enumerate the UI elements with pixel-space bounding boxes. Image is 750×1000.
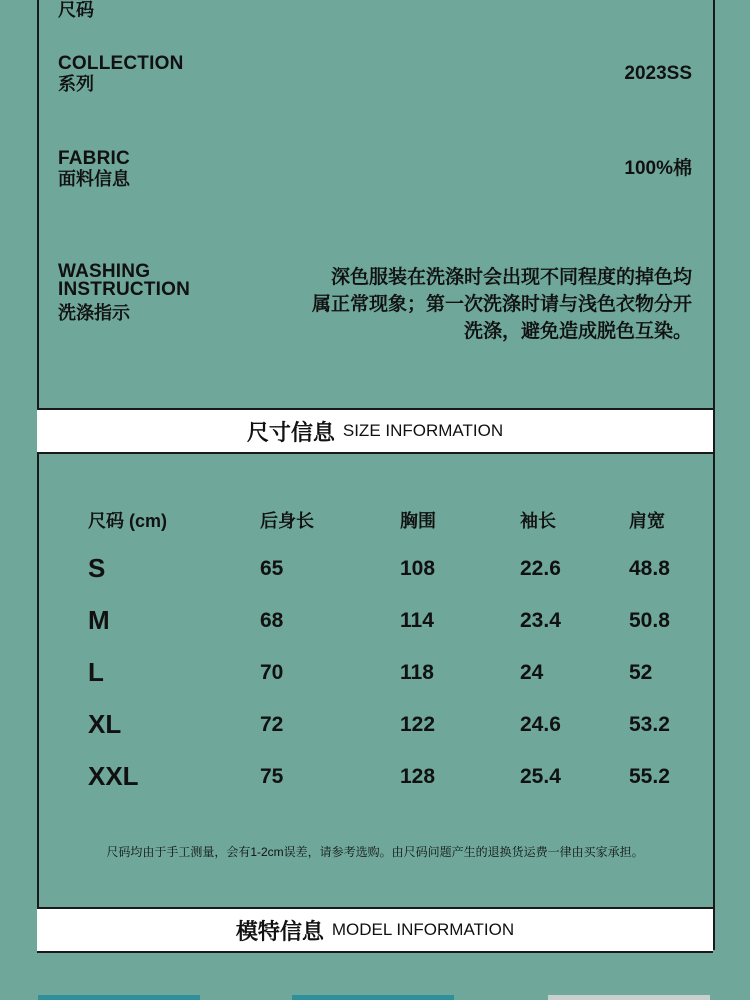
size-info-title-cn: 尺寸信息 [246, 419, 335, 445]
cropped-image-strip [548, 995, 710, 1000]
table-cell: 70 [260, 661, 284, 684]
table-header-size: 尺码 (cm) [88, 511, 168, 531]
table-cell: 55.2 [629, 765, 670, 788]
table-row-size: XL [88, 709, 122, 739]
table-cell: 108 [400, 557, 436, 580]
cropped-image-strip [38, 995, 200, 1000]
table-cell: 24.6 [520, 713, 561, 736]
fabric-label-cn: 面料信息 [58, 169, 130, 189]
table-cell: 72 [260, 713, 284, 736]
table-cell: 53.2 [629, 713, 670, 736]
table-cell: 25.4 [520, 765, 561, 788]
fabric-value: 100%棉 [624, 158, 692, 179]
table-row-size: S [88, 553, 106, 583]
table-cell: 52 [629, 661, 653, 684]
table-cell: 22.6 [520, 557, 561, 580]
washing-label-en-2: INSTRUCTION [58, 279, 191, 300]
washing-line-3: 洗涤，避免造成脱色互染。 [463, 321, 692, 342]
size-info-title-en: SIZE INFORMATION [342, 421, 504, 440]
fabric-label-en: FABRIC [58, 148, 130, 169]
size-info-header [37, 408, 713, 454]
model-info-title-en: MODEL INFORMATION [331, 920, 515, 939]
washing-label-cn: 洗涤指示 [58, 303, 130, 323]
table-cell: 50.8 [629, 609, 670, 632]
washing-label-en-1: WASHING [58, 261, 151, 282]
table-cell: 114 [400, 609, 434, 632]
table-row-size: M [88, 605, 110, 635]
table-header-sleeve: 袖长 [520, 511, 556, 531]
table-cell: 48.8 [629, 557, 670, 580]
table-cell: 75 [260, 765, 284, 788]
cropped-image-strip [292, 995, 454, 1000]
size-top-label: 尺码 [58, 0, 94, 20]
collection-label-cn: 系列 [58, 74, 94, 94]
table-cell: 24 [520, 661, 544, 684]
table-header-chest: 胸围 [400, 511, 436, 531]
washing-line-1: 深色服装在洗涤时会出现不同程度的掉色均 [330, 267, 692, 288]
model-info-title-cn: 模特信息 [235, 918, 324, 944]
model-info-header [37, 907, 713, 953]
table-cell: 65 [260, 557, 284, 580]
table-header-shoulder: 肩宽 [629, 511, 665, 531]
table-row-size: XXL [88, 761, 139, 791]
table-row-size: L [88, 657, 104, 687]
table-header-back-length: 后身长 [260, 511, 314, 531]
size-disclaimer-note: 尺码均由于手工测量，会有1-2cm误差，请参考选购。由尺码问题产生的退换货运费一律由买家承担。 [106, 845, 644, 859]
collection-label-en: COLLECTION [58, 53, 184, 74]
page-frame [37, 0, 715, 950]
table-cell: 68 [260, 609, 284, 632]
table-cell: 118 [400, 661, 434, 684]
table-cell: 128 [400, 765, 436, 788]
washing-line-2: 属正常现象；第一次洗涤时请与浅色衣物分开 [311, 294, 692, 315]
table-cell: 122 [400, 713, 436, 736]
table-cell: 23.4 [520, 609, 561, 632]
collection-value: 2023SS [624, 63, 692, 84]
